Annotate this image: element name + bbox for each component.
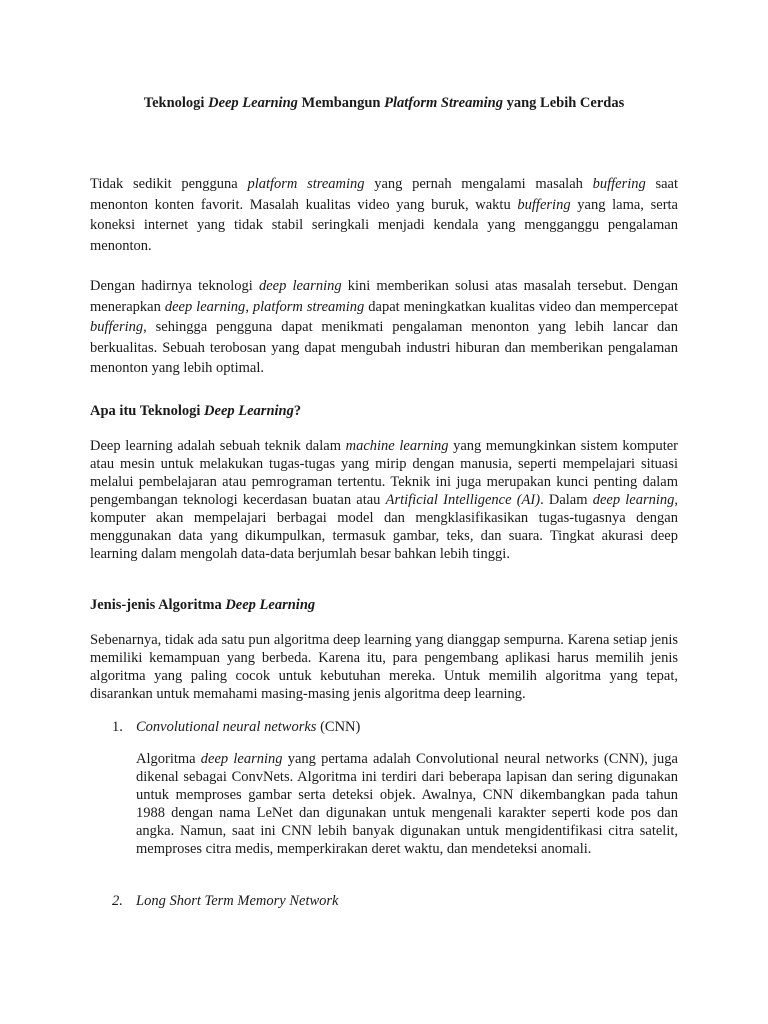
solution-paragraph: Dengan hadirnya teknologi deep learning kini memberikan solusi atas masalah tersebut. Dengan menerapkan deep learning, platform streaming dapat meningkatkan kualitas video dan mempercepat buffering, sehingga pengguna dapat menikmati pengalaman menonton yang lebih lancar dan berkualitas. Sebuah terobosan yang dapat mengubah industri hiburan dan memberikan pengalaman menonton yang lebih optimal. <box>90 278 679 376</box>
intro-paragraph: Tidak sedikit pengguna platform streaming yang pernah mengalami masalah buffering saat menonton konten favorit. Masalah kualitas video yang buruk, waktu buffering yang lama, serta koneksi internet yang tidak stabil seringkali menjadi kendala yang mengganggu pengalaman menonton. <box>90 176 678 254</box>
algorithm-intro-paragraph: Sebenarnya, tidak ada satu pun algoritma deep learning yang dianggap sempurna. Karena setiap jenis memiliki kemampuan yang berbeda. Karena itu, para pengembang aplikasi harus memilih jenis algoritma yang paling cocok untuk kebutuhan mereka. Untuk memilih algoritma yang tepat, disarankan untuk memahami masing-masing jenis algoritma deep learning. <box>90 632 678 702</box>
definition-paragraph: Deep learning adalah sebuah teknik dalam machine learning yang memungkinkan sistem komputer atau mesin untuk melakukan tugas-tugas yang mirip dengan manusia, seperti mempelajari situasi melalui pembelajaran atau pemrograman tertentu. Teknik ini juga merupakan kunci penting dalam pengembangan teknologi kecerdasan buatan atau Artificial Intelligence (AI). Dalam deep learning, komputer akan mempelajari berbagai model dan mengklasifikasikan tugas-tugasnya dengan menggunakan data yang dikumpulkan, termasuk gambar, teks, dan suara. Tingkat akurasi deep learning dalam mengolah data-data berjumlah besar bahkan lebih tinggi. <box>90 438 679 562</box>
title-text: Teknologi <box>143 95 209 111</box>
section-heading-what-is-deep-learning: Apa itu Teknologi Deep Learning? <box>90 403 302 419</box>
title-text: yang Lebih Cerdas <box>502 95 625 111</box>
list-item-label-lstm: Long Short Term Memory Network <box>136 893 339 909</box>
title-text: Membangun <box>297 95 385 111</box>
list-marker-2: 2. <box>112 893 123 909</box>
list-item-body-cnn: Algoritma deep learning yang pertama adalah Convolutional neural networks (CNN), juga dikenal sebagai ConvNets. Algoritma ini terdiri dari beberapa lapisan dan sering digunakan untuk memproses gambar serta deteksi objek. Awalnya, CNN dikembangkan pada tahun 1988 dengan nama LeNet dan digunakan untuk mengenali karakter seperti kode pos dan angka. Namun, saat ini CNN lebih banyak digunakan untuk mengidentifikasi citra satelit, memproses citra medis, memperkirakan deret waktu, dan mendeteksi anomali. <box>136 751 678 857</box>
document-title <box>90 94 678 112</box>
list-marker-1: 1. <box>112 719 123 735</box>
list-item-label-cnn: Convolutional neural networks (CNN) <box>136 719 361 735</box>
section-heading-algorithm-types: Jenis-jenis Algoritma Deep Learning <box>90 597 316 613</box>
title-italic-text: Deep Learning <box>208 95 298 111</box>
title-italic-text: Platform Streaming <box>384 95 503 111</box>
